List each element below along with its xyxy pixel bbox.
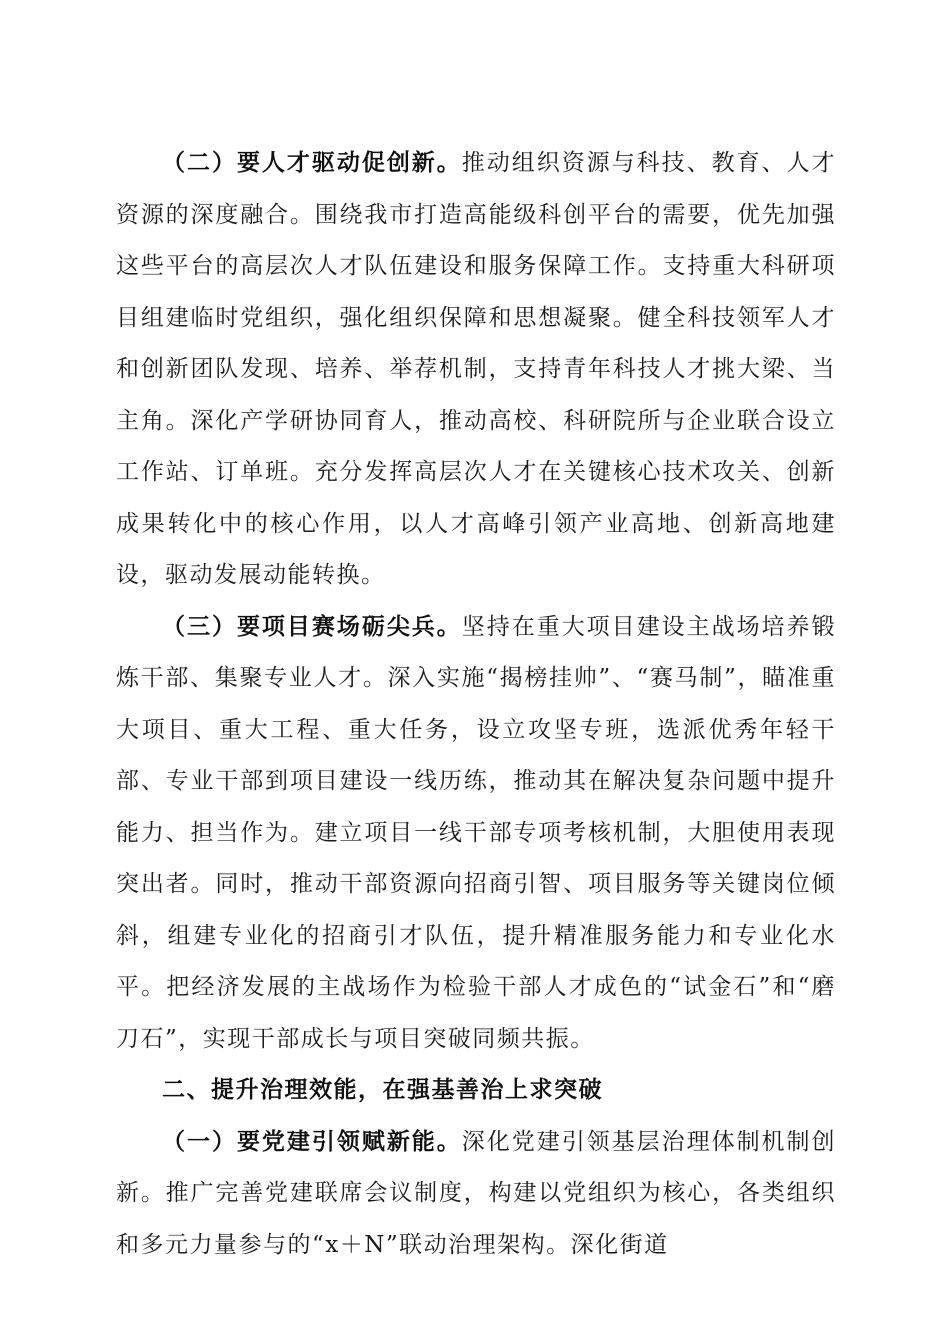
paragraph-text: 推动组织资源与科技、教育、人才资源的深度融合。围绕我市打造高能级科创平台的需要，优先加强这些平台的高层次人才队伍建设和服务保障工作。支持重大科研项目组建临时党组织，强化组织保障和思想凝聚。健全科技领军人才和创新团队发现、培养、举荐机制，支持青年科技人才挑大梁、当主角。深化产学研协同育人，推动高校、科研院所与企业联合设立工作站、订单班。充分发挥高层次人才在关键核心技术攻关、创新成果转化中的核心作用，以人才高峰引领产业高地、创新高地建设，驱动发展动能转换。	[116, 150, 837, 588]
paragraph-lead-title: （二）要人才驱动促创新。	[162, 150, 462, 176]
paragraph-party-building	[116, 1117, 836, 1272]
paragraph-text: 深化党建引领基层治理体制机制创新。推广完善党建联席会议制度，构建以党组织为核心，各类组织和多元力量参与的“x＋N”联动治理架构。深化街道	[116, 1128, 837, 1258]
paragraph-text: 坚持在重大项目建设主战场培养锻炼干部、集聚专业人才。深入实施“揭榜挂帅”、“赛马制”，瞄准重大项目、重大工程、重大任务，设立攻坚专班，选派优秀年轻干部、专业干部到项目建设一线历练，推动其在解决复杂问题中提升能力、担当作为。建立项目一线干部专项考核机制，大胆使用表现突出者。同时，推动干部资源向招商引智、项目服务等关键岗位倾斜，组建专业化的招商引才队伍，提升精准服务能力和专业化水平。把经济发展的主战场作为检验干部人才成色的“试金石”和“磨刀石”，实现干部成长与项目突破同频共振。	[116, 613, 837, 1052]
document-body	[116, 138, 836, 1271]
paragraph-talent-innovation	[116, 138, 836, 602]
paragraph-project-training	[116, 602, 836, 1066]
section-heading: 二、提升治理效能，在强基善治上求突破	[162, 1077, 603, 1103]
paragraph-lead-title: （一）要党建引领赋新能。	[162, 1128, 462, 1155]
paragraph-lead-title: （三）要项目赛场砺尖兵。	[162, 613, 462, 640]
